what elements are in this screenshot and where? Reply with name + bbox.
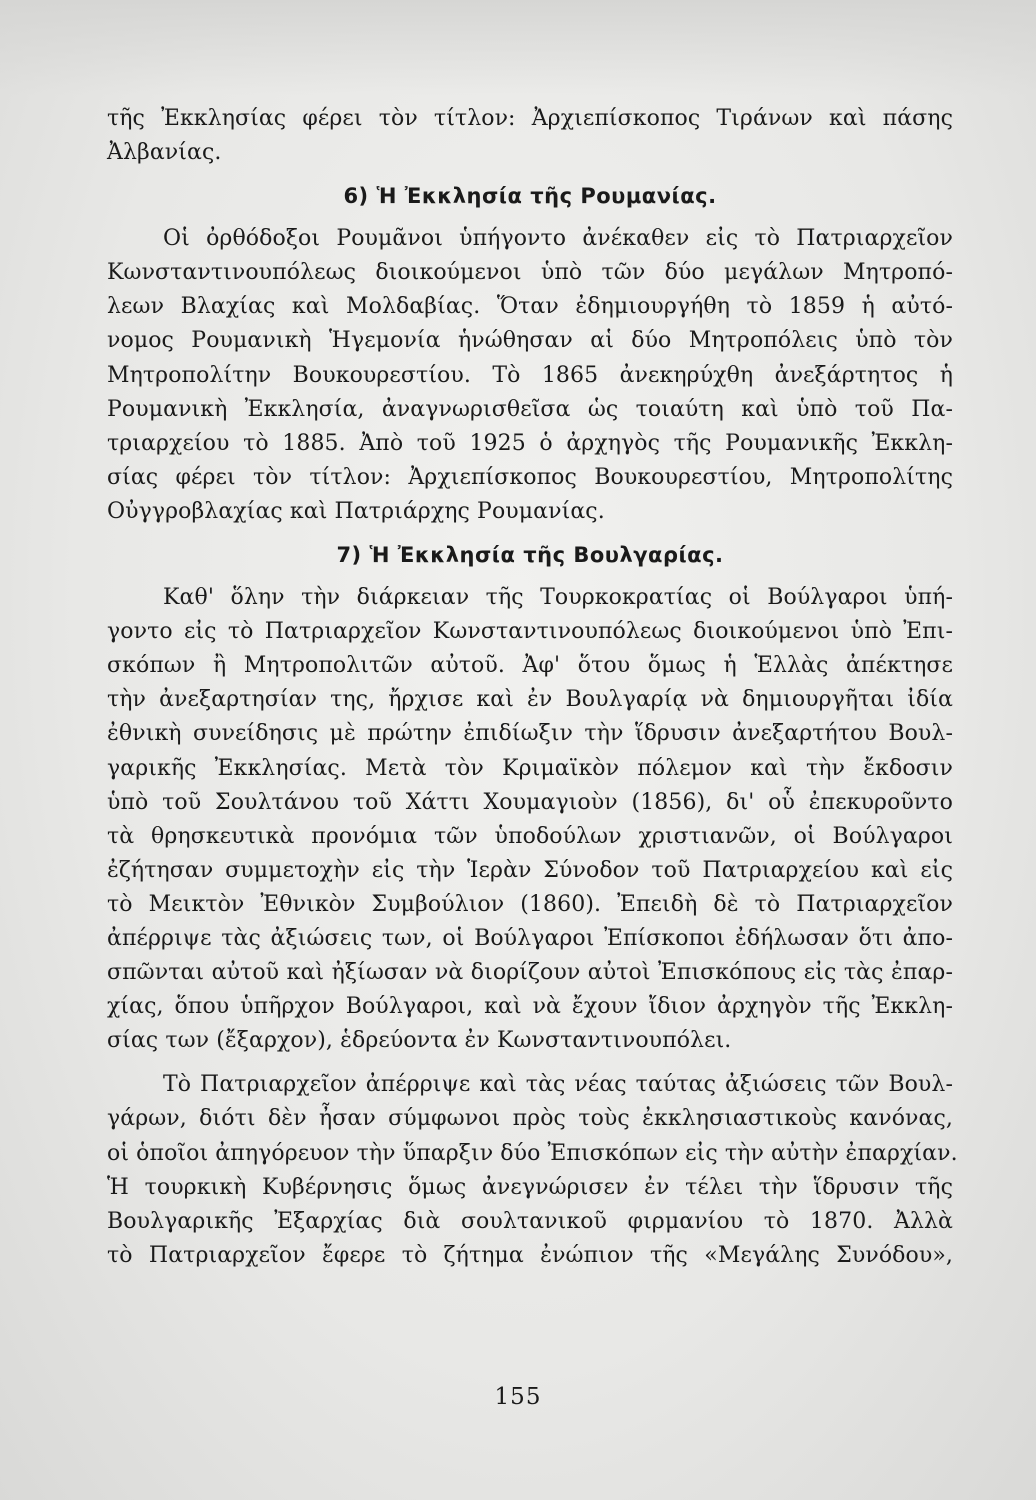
text-line: Ἡ τουρκικὴ Κυβέρνησις ὅμως ἀνεγνώρισεν ἐν τέλει τὴν ἵδρυσιν τῆς bbox=[107, 1174, 953, 1200]
text-line: Κωνσταντινουπόλεως διοικούμενοι ὑπὸ τῶν δύο μεγάλων Μητροπό- bbox=[107, 260, 953, 286]
section-heading-romania: 6) Ἡ Ἐκκλησία τῆς Ρουμανίας. bbox=[343, 184, 717, 209]
paragraph-albania-end bbox=[107, 102, 953, 170]
page-number: 155 bbox=[494, 1384, 542, 1410]
text-line: τὸ Πατριαρχεῖον ἔφερε τὸ ζήτημα ἐνώπιον τῆς «Μεγάλης Συνόδου», bbox=[107, 1242, 953, 1268]
text-line: τῆς Ἐκκλησίας φέρει τὸν τίτλον: Ἀρχιεπίσκοπος Τιράνων καὶ πάσης bbox=[107, 106, 953, 131]
text-line: τὸ Μεικτὸν Ἐθνικὸν Συμβούλιον (1860). Ἐπειδὴ δὲ τὸ Πατριαρχεῖον bbox=[107, 891, 953, 917]
text-line: Οὐγγροβλαχίας καὶ Πατριάρχης Ρουμανίας. bbox=[107, 498, 605, 524]
text-line: σκόπων ἢ Μητροπολιτῶν αὐτοῦ. Ἀφ' ὅτου ὅμως ἡ Ἑλλὰς ἀπέκτησε bbox=[107, 653, 953, 679]
text-line: σπῶνται αὐτοῦ καὶ ἠξίωσαν νὰ διορίζουν αὐτοὶ Ἐπισκόπους εἰς τὰς ἐπαρ- bbox=[107, 960, 953, 986]
text-line: ἐζήτησαν συμμετοχὴν εἰς τὴν Ἱερὰν Σύνοδον τοῦ Πατριαρχείου καὶ εἰς bbox=[107, 857, 953, 883]
paragraph-romania bbox=[107, 222, 953, 529]
paragraph-bulgaria-2 bbox=[107, 1068, 958, 1273]
text-line: ἀπέρριψε τὰς ἀξιώσεις των, οἱ Βούλγαροι Ἐπίσκοποι ἐδήλωσαν ὅτι ἀπο- bbox=[107, 925, 953, 951]
text-line: γαρικῆς Ἐκκλησίας. Μετὰ τὸν Κριμαϊκὸν πόλεμον καὶ τὴν ἔκδοσιν bbox=[107, 755, 953, 781]
text-line: νομος Ρουμανικὴ Ἡγεμονία ἡνώθησαν αἱ δύο Μητροπόλεις ὑπὸ τὸν bbox=[107, 328, 953, 354]
page-top-shadow bbox=[0, 0, 1036, 95]
paragraph-bulgaria-1 bbox=[107, 581, 953, 1058]
text-line: Ἀλβανίας. bbox=[107, 140, 222, 166]
paragraph-gap bbox=[107, 1058, 953, 1068]
page-body bbox=[107, 102, 958, 1273]
text-line: λεων Βλαχίας καὶ Μολδαβίας. Ὅταν ἐδημιουργήθη τὸ 1859 ἡ αὐτό- bbox=[107, 294, 953, 320]
text-line: γοντο εἰς τὸ Πατριαρχεῖον Κωνσταντινουπόλεως διοικούμενοι ὑπὸ Ἐπι- bbox=[107, 619, 953, 645]
text-line: Οἱ ὀρθόδοξοι Ρουμᾶνοι ὑπήγοντο ἀνέκαθεν εἰς τὸ Πατριαρχεῖον bbox=[163, 226, 953, 252]
text-line: γάρων, διότι δὲν ἦσαν σύμφωνοι πρὸς τοὺς ἐκκλησιαστικοὺς κανόνας, bbox=[107, 1106, 953, 1132]
text-line: οἱ ὁποῖοι ἀπηγόρευον τὴν ὕπαρξιν δύο Ἐπισκόπων εἰς τὴν αὐτὴν ἐπαρχίαν. bbox=[107, 1140, 958, 1166]
text-line: Τὸ Πατριαρχεῖον ἀπέρριψε καὶ τὰς νέας ταύτας ἀξιώσεις τῶν Βουλ- bbox=[163, 1072, 953, 1098]
text-line: ἐθνικὴ συνείδησις μὲ πρώτην ἐπιδίωξιν τὴν ἵδρυσιν ἀνεξαρτήτου Βουλ- bbox=[107, 721, 953, 747]
text-line: τὰ θρησκευτικὰ προνόμια τῶν ὑποδούλων χριστιανῶν, οἱ Βούλγαροι bbox=[107, 823, 953, 849]
text-line: Βουλγαρικῆς Ἐξαρχίας διὰ σουλτανικοῦ φιρμανίου τὸ 1870. Ἀλλὰ bbox=[107, 1208, 953, 1234]
text-line: Ρουμανικὴ Ἐκκλησία, ἀναγνωρισθεῖσα ὡς τοιαύτη καὶ ὑπὸ τοῦ Πα- bbox=[107, 396, 953, 422]
text-line: Καθ' ὅλην τὴν διάρκειαν τῆς Τουρκοκρατίας οἱ Βούλγαροι ὑπή- bbox=[163, 585, 953, 611]
text-line: σίας φέρει τὸν τίτλον: Ἀρχιεπίσκοπος Βουκουρεστίου, Μητροπολίτης bbox=[107, 464, 953, 490]
text-line: τριαρχείου τὸ 1885. Ἀπὸ τοῦ 1925 ὁ ἀρχηγὸς τῆς Ρουμανικῆς Ἐκκλη- bbox=[107, 430, 953, 456]
text-line: χίας, ὅπου ὑπῆρχον Βούλγαροι, καὶ νὰ ἔχουν ἴδιον ἀρχηγὸν τῆς Ἐκκλη- bbox=[107, 994, 953, 1020]
text-line: σίας των (ἔξαρχον), ἑδρεύοντα ἐν Κωνσταντινουπόλει. bbox=[107, 1028, 732, 1054]
section-heading-bulgaria: 7) Ἡ Ἐκκλησία τῆς Βουλγαρίας. bbox=[336, 543, 724, 568]
text-line: τὴν ἀνεξαρτησίαν της, ἤρχισε καὶ ἐν Βουλγαρίᾳ νὰ δημιουργῆται ἰδία bbox=[107, 687, 953, 713]
text-line: Μητροπολίτην Βουκουρεστίου. Τὸ 1865 ἀνεκηρύχθη ἀνεξάρτητος ἡ bbox=[107, 362, 953, 388]
text-line: ὑπὸ τοῦ Σουλτάνου τοῦ Χάττι Χουμαγιοὺν (1856), δι' οὗ ἐπεκυροῦντο bbox=[107, 789, 953, 815]
